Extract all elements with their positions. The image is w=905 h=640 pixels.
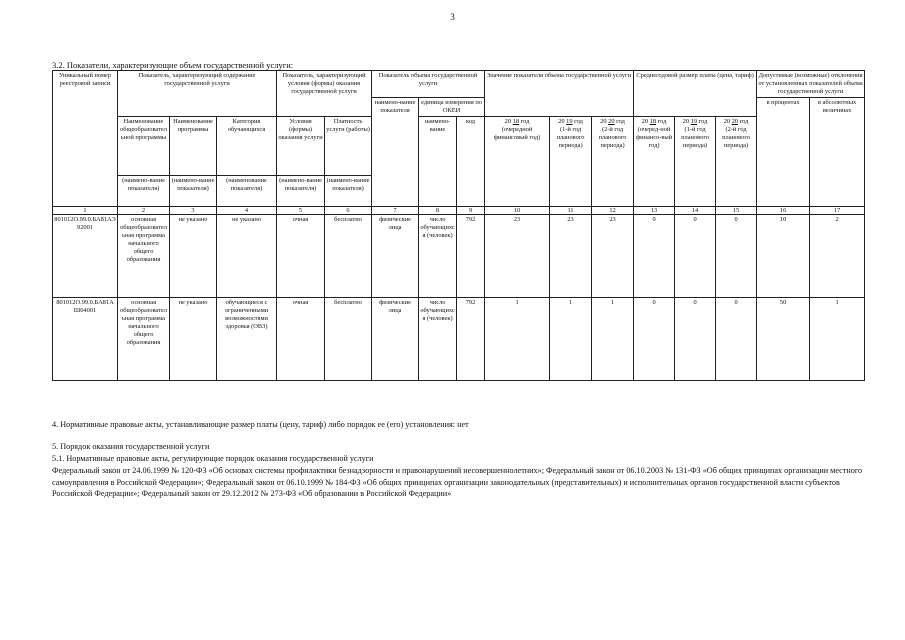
header-sub-programs: Наименование программы [170,117,217,176]
header-name-indicator: (наимено-вание показателя) [170,176,217,207]
header-name-indicator: (наимено-вание показателя) [277,176,325,207]
header-volume-name: наимено-вание показателя [372,98,419,207]
row-unit-code: 792 [457,298,485,381]
row-value-1: 1 [485,298,550,381]
header-dev-absolute: в абсолютных величинах [810,98,865,207]
row-unit-name: число обучающихся (человек) [419,298,457,381]
column-number: 15 [716,207,757,215]
row-payment: бесплатно [325,298,372,381]
header-sub-category: Категория обучающихся [217,117,277,176]
header-conditions-indicator: Показатель, характеризующий условия (формы) оказания государственной услуги [277,71,372,117]
header-dev-percent: в процентах [757,98,810,207]
row-id: 801012О.99.0.БА81АШ04001 [53,298,118,381]
header-deviation: Допустимые (возможные) отклонения от установленных показателей объема государственной услуги [757,71,865,98]
row-form: очная [277,298,325,381]
header-unit-code: код [457,117,485,207]
row-dev-absolute: 1 [810,298,865,381]
header-value-indicator: Значение показателя объема государственной услуги [485,71,634,117]
page-number: 3 [450,12,455,22]
row-pay-3: 0 [716,298,757,381]
column-number: 4 [217,207,277,215]
header-year-2: 20 19 год (1-й год планового периода) [550,117,592,207]
volume-indicators-table [52,70,865,381]
header-name-indicator: (наименование показателя) [217,176,277,207]
column-number: 6 [325,207,372,215]
row-programs: не указано [170,215,217,298]
header-unit: единица измерения по ОКЕИ [419,98,485,117]
header-sub-payment: Платность услуги (работы) [325,117,372,176]
table-row [53,215,865,298]
row-program: основная общеобразовательная программа начального общего образования [118,215,170,298]
row-pay-2: 0 [675,215,716,298]
header-content-indicator: Показатель, характеризующий содержание государственной услуги [118,71,277,117]
header-avg-payment: Среднегодовой размер платы (цена, тариф) [634,71,757,117]
table-row [53,298,865,381]
header-year-3: 20 20 год (2-й год планового периода) [592,117,634,207]
laws-paragraph: Федеральный закон от 24.06.1999 № 120-ФЗ «Об основах системы профилактики безнадзорности и правонарушений несовершеннолетних»; Федеральный закон от 06.10.2003 № 131-ФЗ «Об общих принципах организации местного самоуправления в Российской Федерации»; Федеральный закон от 06.10.1999 № 184-ФЗ «Об общих принципах организации законодательных (представительных) и исполнительных органов государственной власти субъектов Российской Федерации»; Федеральный закон от 29.12.2012 № 273-ФЗ «Об образовании в Российской Федерации» [52,466,863,498]
column-number: 8 [419,207,457,215]
column-number: 1 [53,207,118,215]
row-category: не указано [217,215,277,298]
section-5-heading: 5. Порядок оказания государственной услуги [52,442,210,451]
row-program: основная общеобразовательная программа начального общего образования [118,298,170,381]
row-indicator: физические лица [372,215,419,298]
header-year-1: 20 18 год (очередной финансовый год) [485,117,550,207]
header-pay-year-2: 20 19 год (1-й год планового периода) [675,117,716,207]
row-pay-3: 0 [716,215,757,298]
header-name-indicator: (наимено-вание показателя) [325,176,372,207]
column-number: 12 [592,207,634,215]
column-number: 13 [634,207,675,215]
row-dev-percent: 10 [757,215,810,298]
row-unit-name: число обучающихся (человек) [419,215,457,298]
row-dev-absolute: 2 [810,215,865,298]
section-title: 3.2. Показатели, характеризующие объем государственной услуги: [52,60,294,70]
row-value-3: 1 [592,298,634,381]
column-number: 9 [457,207,485,215]
column-number: 5 [277,207,325,215]
row-unit-code: 792 [457,215,485,298]
column-numbers-row [53,207,865,215]
row-pay-2: 0 [675,298,716,381]
header-pay-year-3: 20 20 год (2-й год планового периода) [716,117,757,207]
row-value-2: 23 [550,215,592,298]
row-category: обучающиеся с ограниченными возможностями здоровья (ОВЗ) [217,298,277,381]
row-value-2: 1 [550,298,592,381]
column-number: 2 [118,207,170,215]
section-4-text: 4. Нормативные правовые акты, устанавливающие размер платы (цену, тариф) либо порядок ее (его) установления: нет [52,420,469,429]
row-dev-percent: 50 [757,298,810,381]
column-number: 7 [372,207,419,215]
section-5-1-heading: 5.1. Нормативные правовые акты, регулирующие порядок оказания государственной услуги [52,454,374,463]
header-pay-year-1: 20 18 год (очеред-ной финансо-вый год) [634,117,675,207]
column-number: 17 [810,207,865,215]
row-pay-1: 0 [634,298,675,381]
row-value-1: 23 [485,215,550,298]
header-name-indicator: (наимено-вание показателя) [118,176,170,207]
row-form: очная [277,215,325,298]
header-unique-number: Уникальный номер реестровой записи [53,71,118,207]
header-sub-conditions: Условия (формы) оказания услуги [277,117,325,176]
row-payment: бесплатно [325,215,372,298]
row-value-3: 23 [592,215,634,298]
header-volume-indicator: Показатель объема государственной услуги [372,71,485,98]
column-number: 11 [550,207,592,215]
row-id: 801012О.99.0.БА81АЭ92001 [53,215,118,298]
column-number: 16 [757,207,810,215]
row-programs: не указано [170,298,217,381]
column-number: 10 [485,207,550,215]
column-number: 3 [170,207,217,215]
header-sub-program: Наименование общеобразовательной программы [118,117,170,176]
header-unit-name: наимено-вание [419,117,457,207]
column-number: 14 [675,207,716,215]
row-pay-1: 0 [634,215,675,298]
row-indicator: физические лица [372,298,419,381]
